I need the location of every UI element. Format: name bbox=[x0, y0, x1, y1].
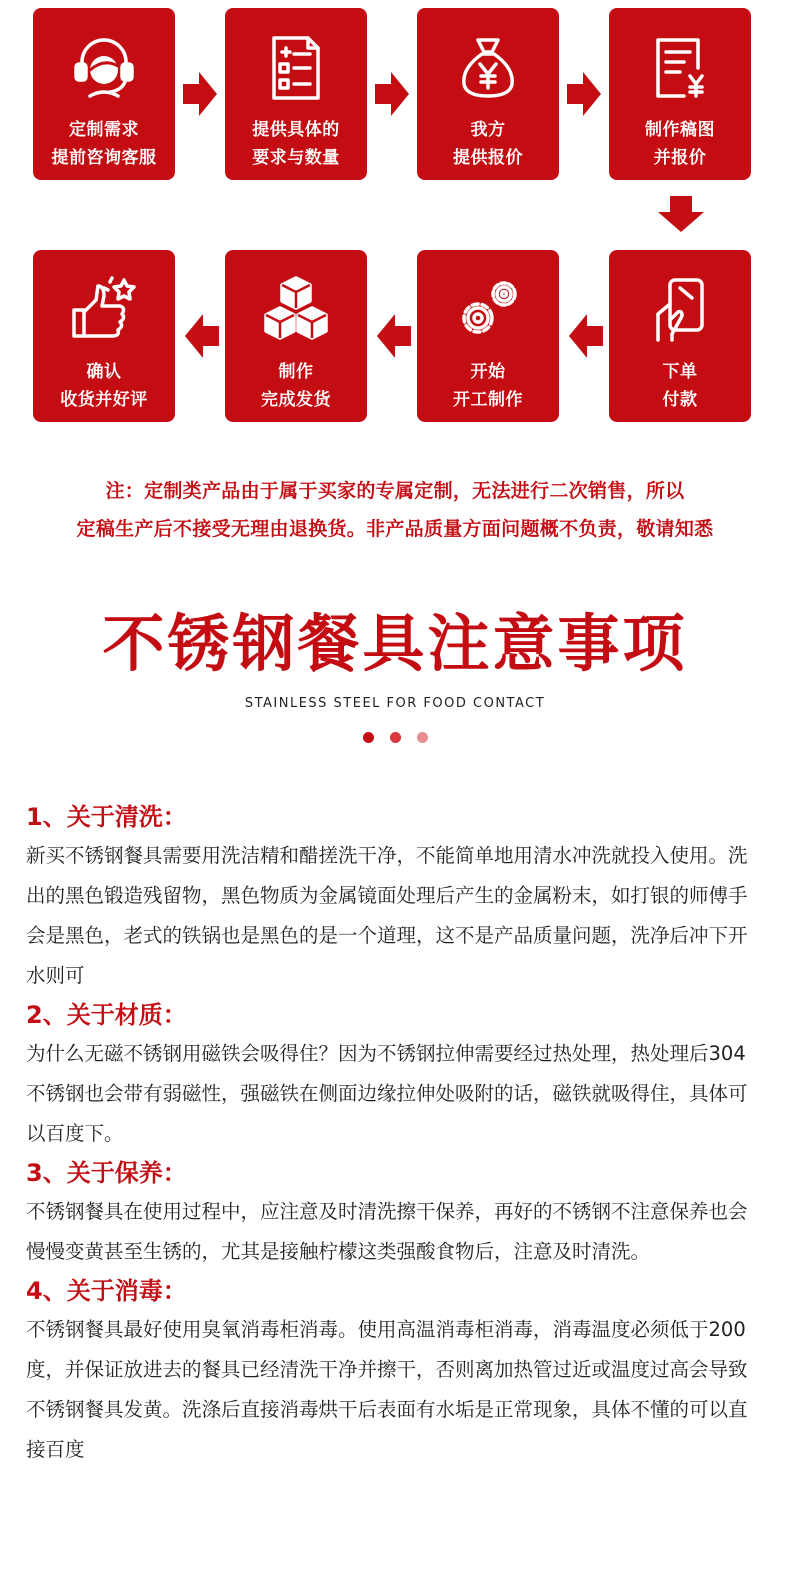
dot-icon bbox=[417, 732, 428, 743]
arrow-right-icon bbox=[375, 72, 409, 116]
step-8-line2: 收货并好评 bbox=[60, 390, 148, 410]
section-heading: 1、关于清洗： bbox=[26, 803, 187, 831]
section-body: 新买不锈钢餐具需要用洗洁精和醋搓洗干净，不能简单地用清水冲洗就投入使用。洗出的黑色锻造残留物，黑色物质为金属镜面处理后产生的金属粉末，如打银的师傅手会是黑色，老式的铁锅也是黑色的是一个道理，这不是产品质量问题，洗净后冲下开水则可 bbox=[26, 844, 748, 987]
step-7-line2: 完成发货 bbox=[261, 390, 331, 410]
step-5-line2: 付款 bbox=[662, 390, 698, 410]
section-body: 不锈钢餐具在使用过程中，应注意及时清洗擦干保养，再好的不锈钢不注意保养也会慢慢变黄甚至生锈的，尤其是接触柠檬这类强酸食物后，注意及时清洗。 bbox=[26, 1200, 748, 1263]
step-6-line1: 开始 bbox=[470, 362, 506, 382]
step-card-1 bbox=[33, 8, 175, 180]
dot-icon bbox=[363, 732, 374, 743]
boxes-icon bbox=[260, 274, 332, 346]
step-card-6 bbox=[417, 250, 559, 422]
step-3-line1: 我方 bbox=[470, 120, 506, 140]
step-4-line1: 制作稿图 bbox=[645, 120, 715, 140]
notice-line-1: 注：定制类产品由于属于买家的专属定制，无法进行二次销售，所以 bbox=[105, 480, 685, 502]
step-1-line2: 提前咨询客服 bbox=[51, 148, 157, 168]
step-4-line2: 并报价 bbox=[653, 148, 707, 168]
section-body: 为什么无磁不锈钢用磁铁会吸得住？因为不锈钢拉伸需要经过热处理，热处理后304不锈钢也会带有弱磁性，强磁铁在侧面边缘拉伸处吸附的话，磁铁就吸得住，具体可以百度下。 bbox=[26, 1042, 748, 1145]
step-1-line1: 定制需求 bbox=[69, 120, 139, 140]
step-card-8 bbox=[33, 250, 175, 422]
custom-order-notice bbox=[20, 472, 770, 548]
step-2-line2: 要求与数量 bbox=[252, 148, 340, 168]
arrow-right-icon bbox=[567, 72, 601, 116]
step-3-line2: 提供报价 bbox=[453, 148, 523, 168]
notice-line-2: 定稿生产后不接受无理由退换货。非产品质量方面问题概不负责，敬请知悉 bbox=[76, 518, 714, 540]
step-7-line1: 制作 bbox=[278, 362, 314, 382]
page-subtitle: STAINLESS STEEL FOR FOOD CONTACT bbox=[244, 696, 546, 711]
arrow-left-icon bbox=[185, 314, 219, 358]
step-2-line1: 提供具体的 bbox=[252, 120, 340, 140]
headset-icon bbox=[68, 32, 140, 104]
step-8-line1: 确认 bbox=[86, 362, 122, 382]
step-card-2 bbox=[225, 8, 367, 180]
step-6-line2: 开工制作 bbox=[453, 390, 523, 410]
section-cleaning bbox=[26, 798, 764, 996]
decorative-dots bbox=[0, 728, 790, 747]
section-body: 不锈钢餐具最好使用臭氧消毒柜消毒。使用高温消毒柜消毒，消毒温度必须低于200度，并保证放进去的餐具已经清洗干净并擦干，否则离加热管过近或温度过高会导致不锈钢餐具发黄。洗涤后直接消毒烘干后表面有水垢是正常现象，具体不懂的可以直接百度 bbox=[26, 1318, 748, 1461]
page-title: 不锈钢餐具注意事项 bbox=[102, 607, 688, 680]
invoice-icon bbox=[644, 32, 716, 104]
step-card-7 bbox=[225, 250, 367, 422]
step-5-line1: 下单 bbox=[662, 362, 698, 382]
section-heading: 2、关于材质： bbox=[26, 1001, 187, 1029]
section-heading: 4、关于消毒： bbox=[26, 1277, 187, 1305]
money-bag-icon bbox=[452, 32, 524, 104]
step-card-4 bbox=[609, 8, 751, 180]
mobile-pay-icon bbox=[644, 274, 716, 346]
dot-icon bbox=[390, 732, 401, 743]
arrow-left-icon bbox=[569, 314, 603, 358]
step-card-5 bbox=[609, 250, 751, 422]
care-instructions bbox=[26, 798, 764, 1470]
gears-icon bbox=[452, 274, 524, 346]
step-card-3 bbox=[417, 8, 559, 180]
section-disinfection bbox=[26, 1272, 764, 1470]
arrow-right-icon bbox=[183, 72, 217, 116]
section-maintenance bbox=[26, 1154, 764, 1272]
thumbs-up-icon bbox=[68, 274, 140, 346]
arrow-down-icon bbox=[658, 196, 704, 232]
checklist-icon bbox=[260, 32, 332, 104]
section-material bbox=[26, 996, 764, 1154]
section-heading: 3、关于保养： bbox=[26, 1159, 187, 1187]
arrow-left-icon bbox=[377, 314, 411, 358]
